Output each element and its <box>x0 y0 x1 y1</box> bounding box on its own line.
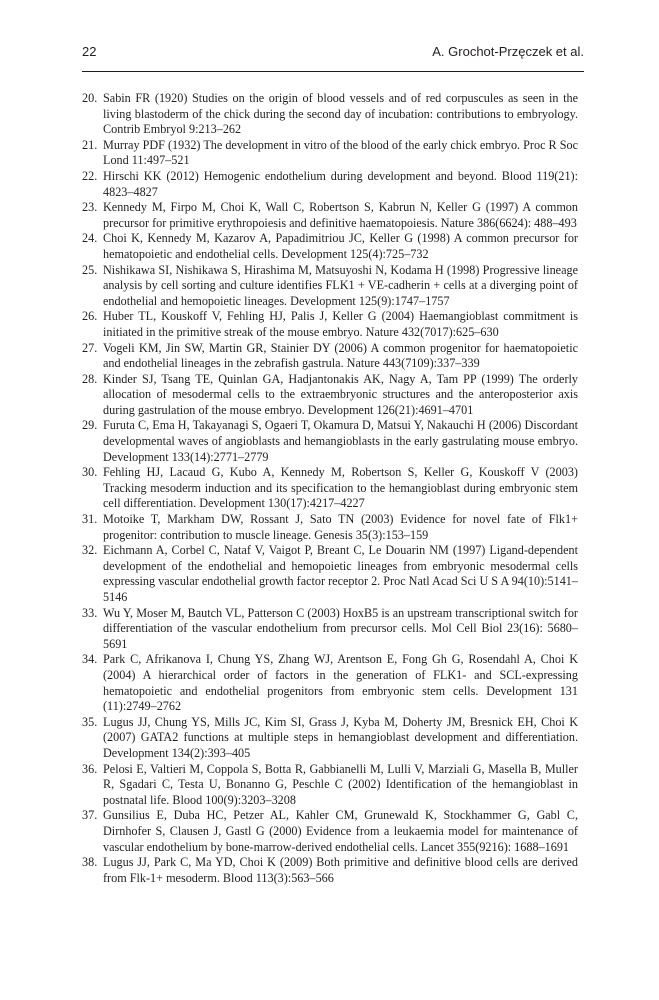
reference-text: Huber TL, Kouskoff V, Fehling HJ, Palis J, Keller G (2004) Haemangioblast commitment is initiated in the primitive streak of the mouse embryo. Nature 432(7017):625–630 <box>103 309 578 339</box>
reference-item <box>82 512 578 543</box>
reference-text: Fehling HJ, Lacaud G, Kubo A, Kennedy M, Robertson S, Keller G, Kouskoff V (2003) Tracking mesoderm induction and its specification to the hemangioblast during embryonic stem cell differentiation. Development 130(17):4217–4227 <box>103 465 578 511</box>
reference-text: Lugus JJ, Chung YS, Mills JC, Kim SI, Grass J, Kyba M, Doherty JM, Bresnick EH, Choi K (2007) GATA2 functions at multiple steps in hemangioblast development and differentiation. Development 134(2):393–405 <box>103 714 578 760</box>
reference-number: 38. <box>82 855 98 870</box>
reference-text: Gunsilius E, Duba HC, Petzer AL, Kahler CM, Grunewald K, Stockhammer G, Gabl C, Dirnhofer S, Clausen J, Gastl G (2000) Evidence from a leukaemia model for maintenance of vascular endothelium by bone-marrow-derived endothelial cells. Lancet 355(9216): 1688–1691 <box>103 808 578 854</box>
reference-number: 33. <box>82 605 98 620</box>
reference-item <box>82 169 578 200</box>
reference-number: 34. <box>82 652 98 667</box>
reference-number: 21. <box>82 137 98 152</box>
reference-item <box>82 91 578 138</box>
reference-item <box>82 309 578 340</box>
reference-text: Nishikawa SI, Nishikawa S, Hirashima M, Matsuyoshi N, Kodama H (1998) Progressive lineage analysis by cell sorting and culture identifies FLK1 + VE-cadherin + cells at a diverging point of endothelial and hemopoietic lineages. Development 125(9):1747–1757 <box>103 262 578 308</box>
reference-item <box>82 762 578 809</box>
reference-number: 36. <box>82 761 98 776</box>
reference-text: Choi K, Kennedy M, Kazarov A, Papadimitriou JC, Keller G (1998) A common precursor for hematopoietic and endothelial cells. Development 125(4):725–732 <box>103 231 578 261</box>
reference-list <box>82 91 578 886</box>
reference-number: 25. <box>82 262 98 277</box>
header-divider <box>82 71 584 72</box>
reference-text: Pelosi E, Valtieri M, Coppola S, Botta R, Gabbianelli M, Lulli V, Marziali G, Masella B, Muller R, Sgadari C, Testa U, Bonanno G, Peschle C (2002) Identification of the hemangioblast in postnatal life. Blood 100(9):3203–3208 <box>103 761 578 807</box>
reference-text: Park C, Afrikanova I, Chung YS, Zhang WJ, Arentson E, Fong Gh G, Rosendahl A, Choi K (2004) A hierarchical order of factors in the generation of FLK1- and SCL-expressing hematopoietic and endothelial progenitors from embryonic stem cells. Development 131 (11):2749–2762 <box>103 652 578 714</box>
reference-item <box>82 543 578 605</box>
reference-text: Lugus JJ, Park C, Ma YD, Choi K (2009) Both primitive and definitive blood cells are derived from Flk-1+ mesoderm. Blood 113(3):563–566 <box>103 855 578 885</box>
reference-text: Motoike T, Markham DW, Rossant J, Sato TN (2003) Evidence for novel fate of Flk1+ progenitor: contribution to muscle lineage. Genesis 35(3):153–159 <box>103 512 578 542</box>
reference-number: 22. <box>82 168 98 183</box>
page-number: 22 <box>82 44 97 59</box>
reference-number: 35. <box>82 714 98 729</box>
reference-number: 29. <box>82 418 98 433</box>
reference-number: 28. <box>82 371 98 386</box>
reference-number: 24. <box>82 231 98 246</box>
reference-number: 37. <box>82 808 98 823</box>
reference-number: 23. <box>82 200 98 215</box>
reference-number: 27. <box>82 340 98 355</box>
reference-number: 32. <box>82 543 98 558</box>
reference-text: Eichmann A, Corbel C, Nataf V, Vaigot P, Breant C, Le Douarin NM (1997) Ligand-dependent development of the endothelial and hemopoietic lineages from embryonic mesodermal cells expressing vascular endothelial growth factor receptor 2. Proc Natl Acad Sci U S A 94(10):5141–5146 <box>103 543 578 604</box>
reference-number: 26. <box>82 309 98 324</box>
reference-number: 31. <box>82 512 98 527</box>
reference-item <box>82 715 578 762</box>
reference-item <box>82 138 578 169</box>
running-head <box>72 44 584 64</box>
reference-text: Wu Y, Moser M, Bautch VL, Patterson C (2003) HoxB5 is an upstream transcriptional switch for differentiation of the vascular endothelium from precursor cells. Mol Cell Biol 23(16): 5680–5691 <box>103 605 578 651</box>
reference-item <box>82 200 578 231</box>
reference-item <box>82 372 578 419</box>
reference-text: Kennedy M, Firpo M, Choi K, Wall C, Robertson S, Kabrun N, Keller G (1997) A common precursor for primitive erythropoiesis and definitive haematopoiesis. Nature 386(6624): 488–493 <box>103 200 578 230</box>
reference-text: Kinder SJ, Tsang TE, Quinlan GA, Hadjantonakis AK, Nagy A, Tam PP (1999) The orderly allocation of mesodermal cells to the extraembryonic structures and the anteroposterior axis during gastrulation of the mouse embryo. Development 126(21):4691–4701 <box>103 371 578 417</box>
reference-item <box>82 855 578 886</box>
reference-item <box>82 418 578 465</box>
running-head-author: A. Grochot-Przęczek et al. <box>432 44 584 59</box>
reference-item <box>82 652 578 714</box>
reference-item <box>82 808 578 855</box>
reference-item <box>82 465 578 512</box>
reference-text: Furuta C, Ema H, Takayanagi S, Ogaeri T, Okamura D, Matsui Y, Nakauchi H (2006) Discordant developmental waves of angioblasts and hemangioblasts in the early gastrulating mouse embryo. Development 133(14):2771–2779 <box>103 418 578 464</box>
reference-item <box>82 263 578 310</box>
reference-text: Murray PDF (1932) The development in vitro of the blood of the early chick embryo. Proc R Soc Lond 11:497–521 <box>103 137 578 168</box>
reference-item <box>82 231 578 262</box>
reference-text: Sabin FR (1920) Studies on the origin of blood vessels and of red corpuscules as seen in the living blastoderm of the chick during the second day of incubation: contributions to embryology. Contrib Embryol 9:213–262 <box>103 91 578 137</box>
reference-text: Vogeli KM, Jin SW, Martin GR, Stainier DY (2006) A common progenitor for haematopoietic and endothelial lineages in the zebrafish gastrula. Nature 443(7109):337–339 <box>103 340 578 371</box>
reference-item <box>82 606 578 653</box>
reference-item <box>82 341 578 372</box>
reference-number: 30. <box>82 465 98 480</box>
reference-text: Hirschi KK (2012) Hemogenic endothelium during development and beyond. Blood 119(21): 4823–4827 <box>103 168 578 199</box>
reference-number: 20. <box>82 91 98 105</box>
